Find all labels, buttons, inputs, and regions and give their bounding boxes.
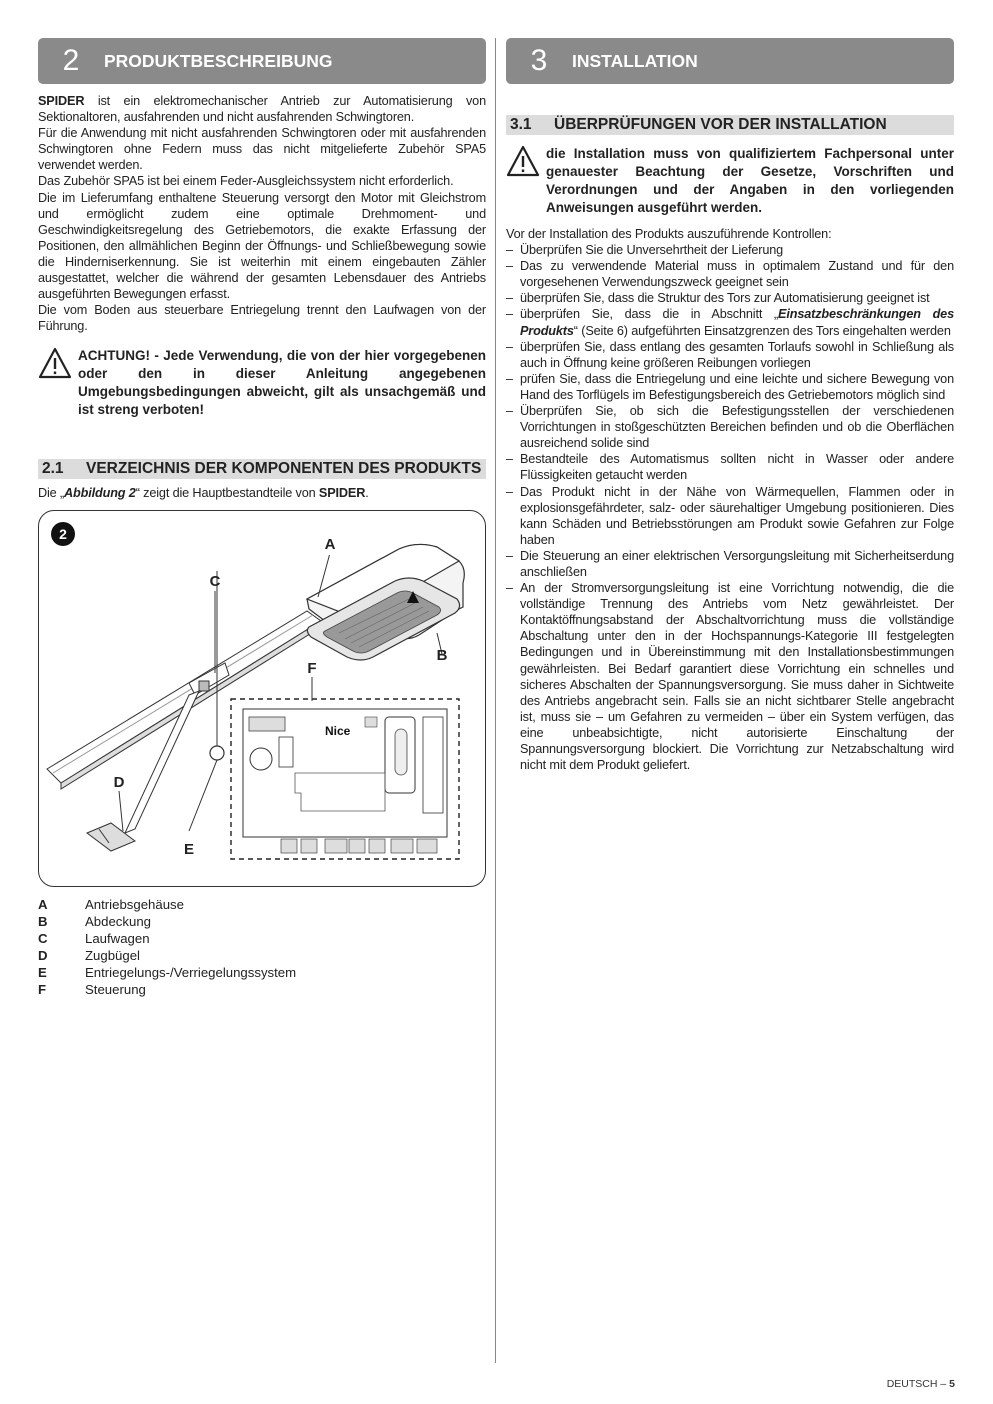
list-item: – An der Stromversorgungsleitung ist eine Vorrichtung notwendig, die die vollständige Trennung des Antriebs vom Netz gewährleistet. Der Kontaktöffnungsabstand der Abschaltvorrichtung muss die vollständige Abschaltung unter den in der Hochspannungs-Kategorie III festgelegten Bedingungen und in Übereinstimmung mit den Installationsbestimmungen gewährleisten. Bei Bedarf garantiert diese Vorrichtung ein schnelles und sicheres Abschalten der Spannungsversorgung. Sie muss daher in Sichtweite des Antriebs angebracht sein. Falls sie an nicht sichtbarer Stelle angebracht ist, muss sie – um Gefahren zu vermeiden – über ein System verfügen, das eine unbeabsichtigte, nicht autorisierte Einschaltung der Spannungsversorgung blockiert. Die Vorrichtung zur Netzabschaltung wird nicht mit dem Produkt geliefert. (506, 580, 954, 773)
column-divider (495, 38, 496, 1363)
section-number: 2 (62, 44, 80, 77)
callout-A: A (324, 535, 336, 553)
checks-intro: Vor der Installation des Produkts auszuführende Kontrollen: (506, 227, 832, 241)
list-item: – überprüfen Sie, dass entlang des gesamten Torlaufs sowohl in Schließung als auch in Öffnung keine größeren Reibungen vorliegen (506, 339, 954, 371)
subsection-title: ÜBERPRÜFUNGEN VOR DER INSTALLATION (554, 116, 887, 133)
callout-E: E (183, 840, 195, 858)
control-board (231, 699, 459, 859)
paragraph: Für die Anwendung mit nicht ausfahrenden Schwingtoren oder mit ausfahrenden Schwingtoren ohne Federn muss das nicht mitgelieferte Zubehör SPA5 verwendet werden. (38, 126, 486, 173)
paragraph: Die vom Boden aus steuerbare Entriegelung trennt den Laufwagen von der Führung. (38, 303, 486, 334)
product-description (38, 93, 486, 334)
figure-intro: Die „Abbildung 2“ zeigt die Hauptbestandteile von SPIDER. (38, 486, 369, 501)
list-item: – überprüfen Sie, dass die in Abschnitt „Einsatzbeschränkungen des Produkts“ (Seite 6) aufgeführten Einsatzgrenzen des Tors eingehalten werden (506, 306, 954, 338)
board-brand-label: Nice (325, 723, 351, 738)
warning-icon (38, 347, 78, 384)
section-3-header (506, 38, 954, 84)
paragraph: SPIDER ist ein elektromechanischer Antrieb zur Automatisierung von Sektionaltoren, ausfahrenden und nicht ausfahrenden Schwingtoren. (38, 94, 486, 125)
list-item: – Das Produkt nicht in der Nähe von Wärmequellen, Flammen oder in explosionsgefährdeter, salz- oder säurehaltiger Umgebung positionieren. Dies kann Schäden und Betriebsstörungen am Produkt sowie Gefahren zur Folge haben (506, 484, 954, 548)
subsection-number: 2.1 (42, 460, 64, 478)
subsection-number: 3.1 (510, 116, 532, 133)
legend-item: A Antriebsgehäuse (38, 896, 184, 912)
legend-item: E Entriegelungs-/Verriegelungssystem (38, 964, 297, 980)
subsection-title: VERZEICHNIS DER KOMPONENTEN DES PRODUKTS (86, 460, 482, 478)
right-column (506, 38, 954, 773)
list-item: – überprüfen Sie, dass die Struktur des Tors zur Automatisierung geeignet ist (506, 290, 954, 306)
paragraph: Die im Lieferumfang enthaltene Steuerung versorgt den Motor mit Gleichstrom und ermöglicht zudem eine optimale Drehmoment- und Geschwindigkeitsregelung des Getriebemotors, die exakte Erfassung der Positionen, den allmählichen Beginn der Öffnungs- und Schließbewegung sowie die Hinderniserkennung. Sie ist weiterhin mit einem eingebauten Zähler ausgestattet, welcher die während der gesamten Lebensdauer des Antriebs ausgeführten Bewegungen erfasst. (38, 190, 486, 302)
figure-legend (38, 896, 486, 998)
checks-list (506, 242, 954, 773)
figure-2 (38, 510, 486, 887)
list-item: – prüfen Sie, dass die Entriegelung und eine leichte und sichere Bewegung von Hand des Torflügels im Befestigungsbereich des Getriebemotors möglich sind (506, 371, 954, 403)
left-column (38, 38, 486, 998)
callout-C: C (209, 572, 221, 590)
warning-block (506, 145, 954, 217)
legend-item: B Abdeckung (38, 913, 151, 929)
figure-drawing (39, 511, 487, 886)
list-item: – Überprüfen Sie die Unversehrtheit der Lieferung (506, 242, 954, 258)
warning-text: ACHTUNG! - Jede Verwendung, die von der hier vorgegebenen oder den in dieser Anleitung angegebenen Umgebungsbedingungen abweicht, gilt als unsachgemäß und ist streng verboten! (78, 348, 486, 418)
callout-B: B (436, 646, 448, 664)
section-number: 3 (530, 44, 548, 77)
list-item: – Die Steuerung an einer elektrischen Versorgungsleitung mit Sicherheitserdung anschließen (506, 548, 954, 580)
legend-item: D Zugbügel (38, 947, 140, 963)
section-3-1-header (506, 115, 954, 135)
page-number: 5 (949, 1378, 955, 1390)
warning-block (38, 347, 486, 419)
section-title: PRODUKTBESCHREIBUNG (104, 50, 333, 71)
callout-F: F (307, 659, 317, 677)
figure-number: 2 (59, 525, 67, 542)
section-title: INSTALLATION (572, 50, 698, 71)
list-item: – Das zu verwendende Material muss in optimalem Zustand und für den vorgesehenen Verwendungszweck geeignet sein (506, 258, 954, 290)
page-footer: DEUTSCH – 5 (886, 1378, 955, 1390)
list-item: – Bestandteile des Automatismus sollten nicht in Wasser oder andere Flüssigkeiten getaucht werden (506, 451, 954, 483)
paragraph: Das Zubehör SPA5 ist bei einem Feder-Ausgleichssystem nicht erforderlich. (38, 174, 454, 189)
section-2-header (38, 38, 486, 84)
warning-icon (506, 145, 546, 182)
legend-item: C Laufwagen (38, 930, 150, 946)
product-name: SPIDER (38, 94, 85, 108)
figure-reference: Abbildung 2 (64, 486, 136, 501)
section-reference: Einsatzbeschränkungen des Produkts (520, 307, 954, 338)
callout-D: D (113, 773, 125, 791)
warning-text: die Installation muss von qualifiziertem Fachpersonal unter genauester Beachtung der Gesetze, Vorschriften und Verordnungen und der Angaben in den vorliegenden Anweisungen ausgeführt werden. (546, 146, 954, 215)
section-2-1-header (38, 459, 486, 479)
legend-item: F Steuerung (38, 981, 146, 997)
list-item: – Überprüfen Sie, ob sich die Befestigungsstellen der verschiedenen Vorrichtungen in stoßgeschützten Bereichen befinden und ob die Oberflächen ausreichend solide sind (506, 403, 954, 451)
